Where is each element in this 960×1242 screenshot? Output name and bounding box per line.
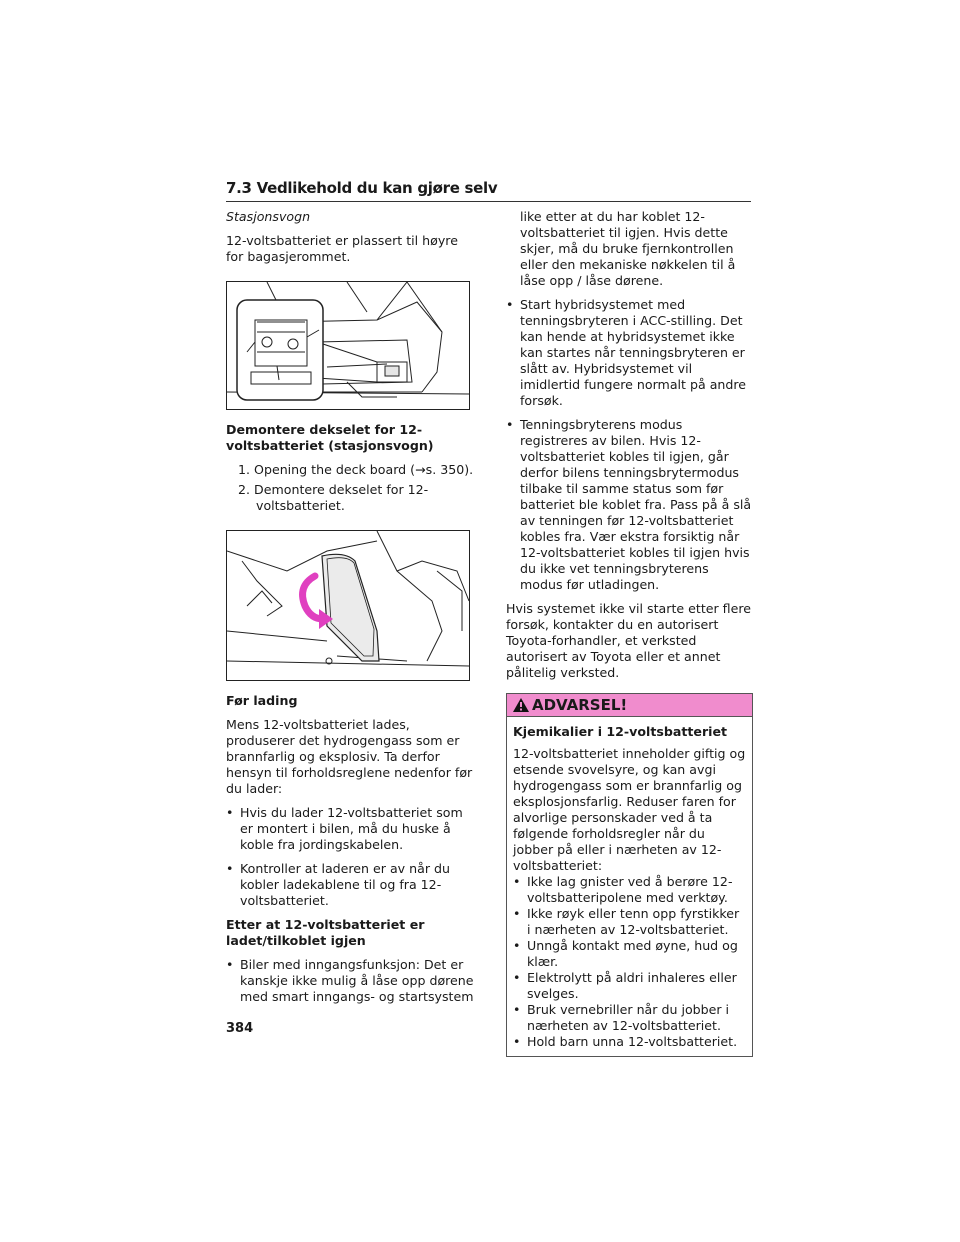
bullet-dot: • xyxy=(226,861,234,876)
bullet-text: Hvis du lader 12-voltsbatteriet som er montert i bilen, må du huske å koble fra jordingskabelen. xyxy=(240,805,463,852)
bullet-dot: • xyxy=(506,417,514,432)
warning-list-item xyxy=(513,970,746,1002)
bullet-dot: • xyxy=(226,805,234,820)
section2-title: Før lading xyxy=(226,693,298,708)
trunk-battery-svg xyxy=(227,282,469,409)
bullet-dot: • xyxy=(513,906,521,921)
list-item xyxy=(226,805,474,853)
step-number: 2. xyxy=(238,482,251,497)
battery-cover-svg xyxy=(227,531,469,680)
continued-text: like etter at du har koblet 12-voltsbatteriet til igjen. Hvis dette skjer, må du bruke fjernkontrollen eller den mekaniske nøkkelen til å låse opp / låse dørene. xyxy=(520,209,736,288)
step-text: Opening the deck board (→s. 350). xyxy=(254,462,474,477)
bullet-text: Unngå kontakt med øyne, hud og klær. xyxy=(527,938,738,969)
warning-box xyxy=(506,693,753,1057)
bullet-text: Hold barn unna 12-voltsbatteriet. xyxy=(527,1034,738,1049)
list-item xyxy=(506,297,753,409)
warning-list-item xyxy=(513,1034,746,1050)
list-item xyxy=(506,417,753,593)
bullet-text: Tenningsbryterens modus registreres av bilen. Hvis 12-voltsbatteriet kobles til igjen, går derfor bilens tenningsbrytermodus tilbake til samme status som før batteriet ble koblet fra. Pass på å slå av tenningen før 12-voltsbatteriet kobles fra. Vær ekstra forsiktig når 12-voltsbatteriet kobles til igjen hvis du ikke vet tenningsbryterens modus før utladingen. xyxy=(520,417,752,592)
section1-title: Demontere dekselet for 12-voltsbatteriet (stasjonsvogn) xyxy=(226,422,434,453)
section3-title: Etter at 12-voltsbatteriet er ladet/tilkoblet igjen xyxy=(226,917,425,948)
warning-title: ADVARSEL! xyxy=(532,696,628,714)
warning-list-item xyxy=(513,938,746,970)
step-number: 1. xyxy=(238,462,251,477)
section-title: 7.3 Vedlikehold du kan gjøre selv xyxy=(226,179,498,197)
bullet-dot: • xyxy=(513,970,521,985)
right-column xyxy=(506,209,753,1057)
warning-header xyxy=(507,694,752,717)
bullet-text: Ikke røyk eller tenn opp fyrstikker i nærheten av 12-voltsbatteriet. xyxy=(527,906,740,937)
bullet-text: Elektrolytt på aldri inhaleres eller svelges. xyxy=(527,970,737,1001)
left-column xyxy=(226,209,474,1013)
bullet-text: Bruk vernebriller når du jobber i nærheten av 12-voltsbatteriet. xyxy=(527,1002,730,1033)
bullet-text: Kontroller at laderen er av når du kobler ladekablene til og fra 12-voltsbatteriet. xyxy=(240,861,450,908)
warning-list-item xyxy=(513,1002,746,1034)
warning-list-item xyxy=(513,874,746,906)
warning-heading: Kjemikalier i 12-voltsbatteriet xyxy=(513,724,728,739)
bullet-dot: • xyxy=(513,874,521,889)
subtitle: Stasjonsvogn xyxy=(226,209,311,224)
trunk-battery-illustration xyxy=(226,281,470,410)
warning-text: 12-voltsbatteriet inneholder giftig og etsende svovelsyre, og kan avgi hydrogengass som er brannfarlig og eksplosjonsfarlig. Reduser faren for alvorlige personskader ved å ta følgende forholdsregler når du jobber på eller i nærheten av 12-voltsbatteriet: xyxy=(513,746,746,873)
bullet-text: Start hybridsystemet med tenningsbryteren i ACC-stilling. Det kan hende at hybridsystemet ikke kan startes når tenningsbryteren er slått av. Hybridsystemet vil imidlertid fungere normalt på andre forsøk. xyxy=(520,297,747,408)
section2-text: Mens 12-voltsbatteriet lades, produserer det hydrogengass som er brannfarlig og eksplosiv. Ta derfor hensyn til forholdsreglene nedenfor før du lader: xyxy=(226,717,473,796)
bullet-text: Biler med inngangsfunksjon: Det er kanskje ikke mulig å låse opp dørene med smart inngangs- og startsystem xyxy=(240,957,474,1004)
step-text: Demontere dekselet for 12-voltsbatteriet. xyxy=(254,482,429,513)
intro-text: 12-voltsbatteriet er plassert til høyre for bagasjerommet. xyxy=(226,233,458,264)
step-item xyxy=(226,482,474,514)
page-number: 384 xyxy=(226,1021,254,1036)
bullet-dot: • xyxy=(513,1002,521,1017)
bullet-dot: • xyxy=(513,938,521,953)
warning-list-item xyxy=(513,906,746,938)
bullet-text: Ikke lag gnister ved å berøre 12-voltsbatteripolene med verktøy. xyxy=(527,874,733,905)
bullet-dot: • xyxy=(226,957,234,972)
warning-icon xyxy=(513,698,529,712)
contact-paragraph: Hvis systemet ikke vil starte etter flere forsøk, kontakter du en autorisert Toyota-forhandler, et verksted autorisert av Toyota eller et annet pålitelig verksted. xyxy=(506,601,752,680)
warning-body xyxy=(507,717,752,1056)
bullet-dot: • xyxy=(513,1034,521,1049)
list-item xyxy=(226,957,474,1005)
section-header xyxy=(226,179,751,202)
step-item xyxy=(226,462,474,478)
bullet-dot: • xyxy=(506,297,514,312)
battery-cover-illustration xyxy=(226,530,470,681)
list-item xyxy=(226,861,474,909)
